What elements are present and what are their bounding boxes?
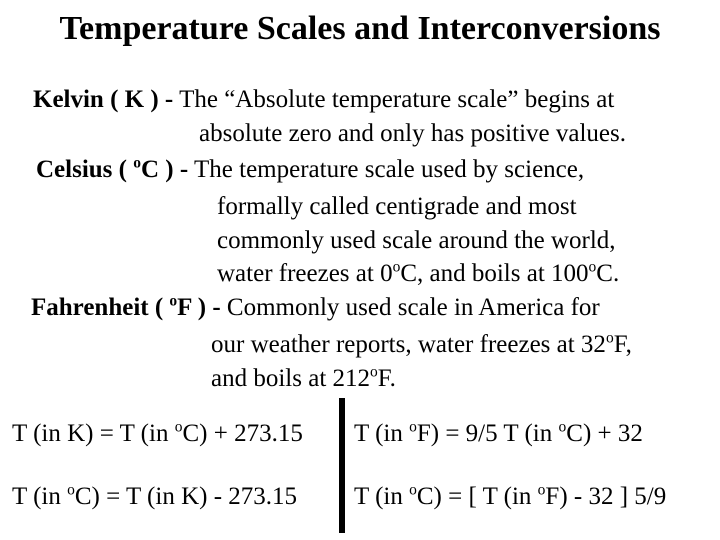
kelvin-line-2: absolute zero and only has positive values. xyxy=(199,120,626,147)
celsius-line-4: water freezes at 0$^o$C, and boils at 100$^o$C. xyxy=(217,258,620,287)
fahrenheit-line-3: and boils at 212$^o$F. xyxy=(211,363,396,392)
fahrenheit-line-1: Commonly used scale in America for xyxy=(226,294,600,321)
celsius-definition xyxy=(36,156,584,184)
slide-title: Temperature Scales and Interconversions xyxy=(59,10,661,47)
equation-celsius-from-fahrenheit: T (in $^o$C) = [ T (in $^o$F) - 32 ] 5/9 xyxy=(354,481,667,510)
celsius-term: Celsius ( $^o$C ) - xyxy=(36,154,189,183)
celsius-line-2: formally called centigrade and most xyxy=(217,193,577,220)
fahrenheit-term: Fahrenheit ( $^o$F ) - xyxy=(31,292,221,321)
equation-celsius-from-kelvin: T (in $^o$C) = T (in K) - 273.15 xyxy=(12,481,298,510)
kelvin-definition xyxy=(33,86,614,114)
kelvin-term: Kelvin ( K ) - xyxy=(33,86,174,113)
celsius-line-3: commonly used scale around the world, xyxy=(217,227,616,254)
equation-kelvin-from-celsius: T (in K) = T (in $^o$C) + 273.15 xyxy=(12,418,303,447)
fahrenheit-line-2: our weather reports, water freezes at 32$^o$F, xyxy=(211,329,632,358)
fahrenheit-definition xyxy=(31,294,600,322)
equation-fahrenheit-from-celsius: T (in $^o$F) = 9/5 T (in $^o$C) + 32 xyxy=(354,418,643,447)
kelvin-line-1: The “Absolute temperature scale” begins at xyxy=(179,86,615,113)
celsius-line-1: The temperature scale used by science, xyxy=(194,156,585,183)
equation-divider xyxy=(339,398,345,533)
